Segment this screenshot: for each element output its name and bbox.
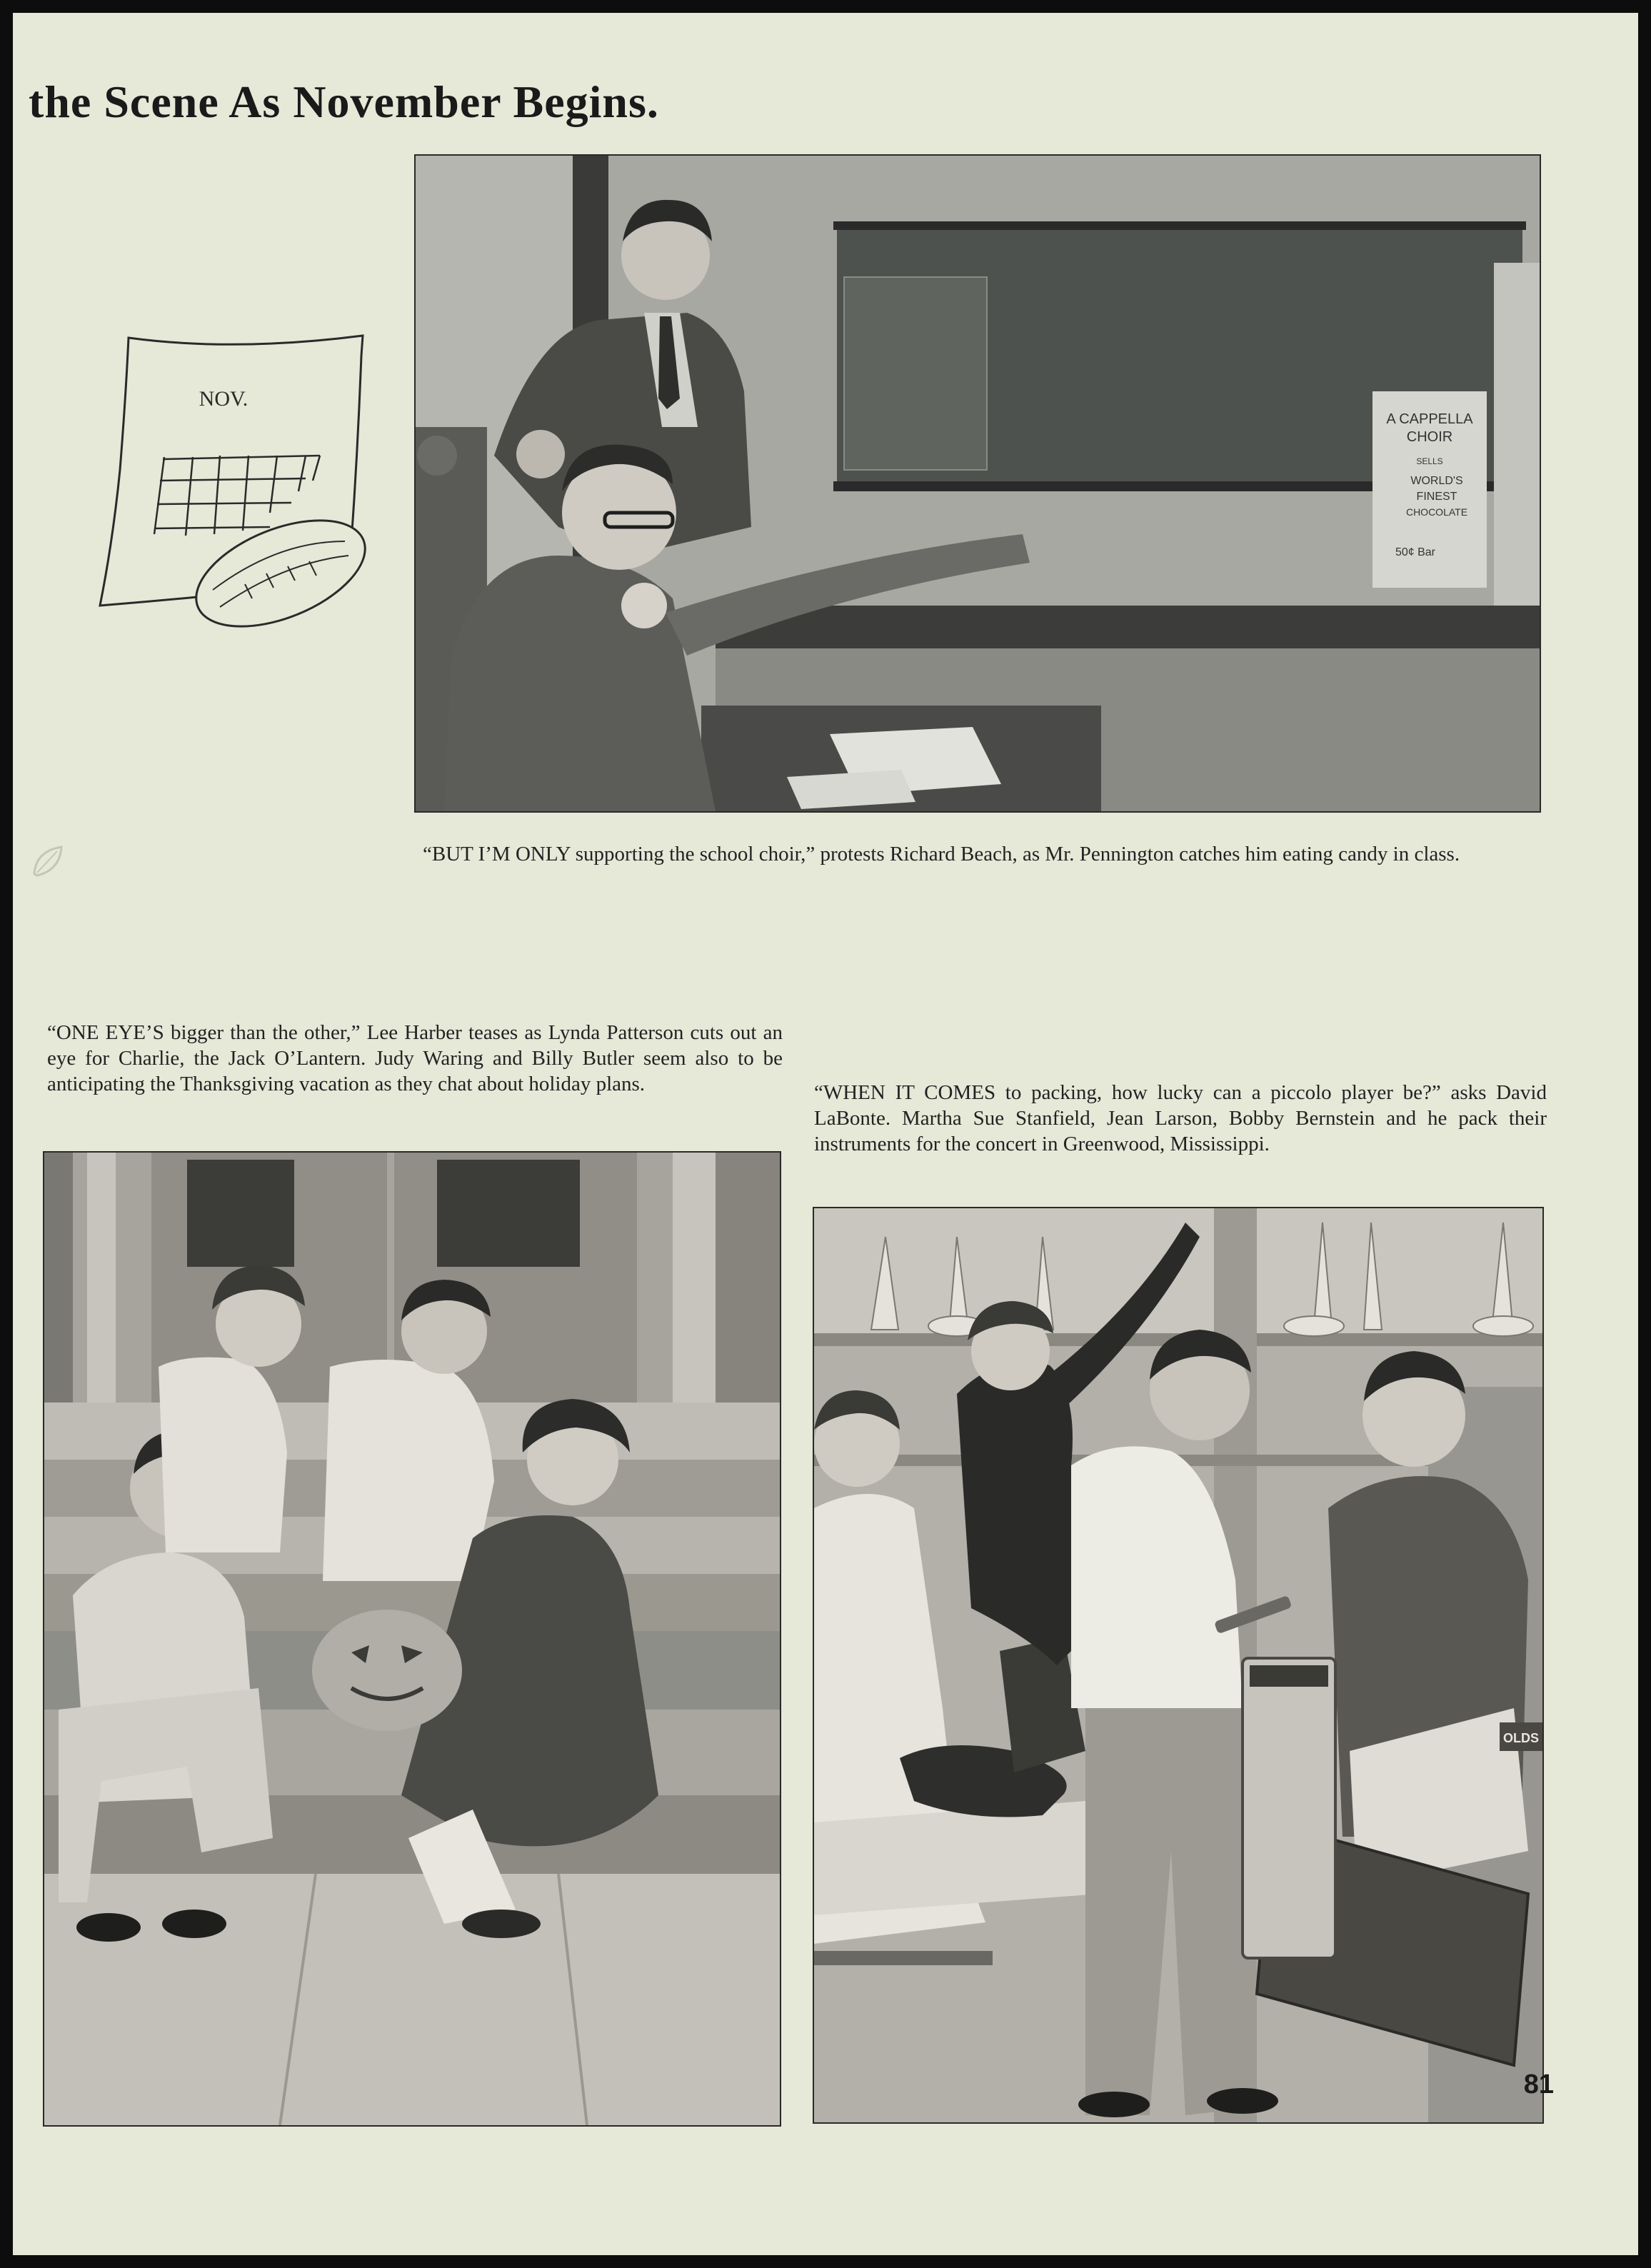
november-calendar-sketch — [91, 327, 391, 648]
caption-packing: “WHEN IT COMES to packing, how lucky can a piccolo player be?” asks David LaBonte. Martha Sue Stanfield, Jean Larson, Bobby Bernstein and he pack their instruments for the concert in Greenwood, Mississippi. — [814, 1081, 1547, 1155]
page-headline: the Scene As November Begins. — [29, 76, 659, 127]
poster-line: CHOCOLATE — [1405, 506, 1468, 518]
case-label: OLDS — [1502, 1731, 1540, 1745]
poster-line: WORLD'S — [1410, 475, 1463, 487]
instrument-packing-photo — [813, 1207, 1544, 2124]
jack-o-lantern — [312, 1610, 462, 1731]
caption-pumpkin: “ONE EYE’S bigger than the other,” Lee Harber teases as Lynda Patterson cuts out an eye for Charlie, the Jack O’Lantern. Judy Waring and Billy Butler seem also to be anticipating the Thanksgiving vacation as they chat about holiday plans. — [47, 1021, 783, 1095]
poster-line: SELLS — [1416, 456, 1443, 466]
jack-o-lantern-photo — [43, 1151, 781, 2127]
yearbook-page — [13, 13, 1638, 2255]
football-sketch — [181, 499, 380, 648]
page-number: 81 — [1523, 2069, 1554, 2099]
poster-line: A CAPPELLA — [1386, 411, 1473, 427]
caption-choir: “BUT I’M ONLY supporting the school choir,” protests Richard Beach, as Mr. Pennington catches him eating candy in class. — [423, 843, 1460, 865]
poster-line: 50¢ Bar — [1395, 546, 1436, 558]
poster-line: CHOIR — [1406, 429, 1453, 445]
poster-line: FINEST — [1416, 491, 1457, 503]
classroom-photo — [414, 154, 1541, 813]
calendar-month-label: NOV. — [199, 387, 249, 411]
leaf-watermark-icon — [29, 841, 69, 881]
